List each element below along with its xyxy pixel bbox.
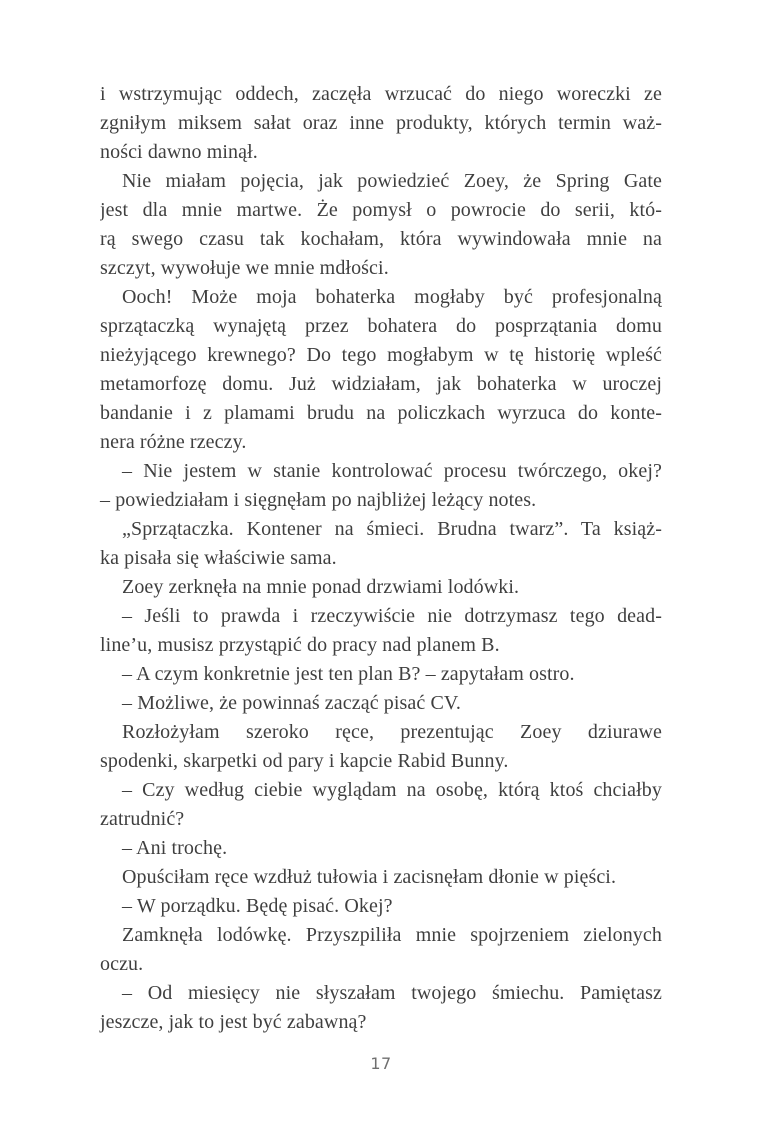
text-line: Nie miałam pojęcia, jak powiedzieć Zoey, że Spring Gate xyxy=(122,170,662,192)
text-line: line’u, musisz przystąpić do pracy nad planem B. xyxy=(100,634,500,656)
text-line: – Jeśli to prawda i rzeczywiście nie dotrzymasz tego dead- xyxy=(122,605,662,627)
text-line: jeszcze, jak to jest być zabawną? xyxy=(100,1011,367,1033)
text-line: oczu. xyxy=(100,953,144,975)
text-line: – A czym konkretnie jest ten plan B? – zapytałam ostro. xyxy=(122,663,575,685)
text-line: rą swego czasu tak kochałam, która wywindowała mnie na xyxy=(100,228,662,250)
text-line: ka pisała się właściwie sama. xyxy=(100,547,337,569)
text-line: Zamknęła lodówkę. Przyszpiliła mnie spojrzeniem zielonych xyxy=(122,924,662,946)
text-line: Opuściłam ręce wzdłuż tułowia i zacisnęłam dłonie w pięści. xyxy=(122,866,617,888)
text-line: jest dla mnie martwe. Że pomysł o powrocie do serii, któ- xyxy=(100,199,662,221)
text-line: i wstrzymując oddech, zaczęła wrzucać do niego woreczki ze xyxy=(100,83,662,105)
text-line: zatrudnić? xyxy=(100,808,185,830)
text-line: – Czy według ciebie wyglądam na osobę, którą ktoś chciałby xyxy=(122,779,662,801)
text-line: nera różne rzeczy. xyxy=(100,431,247,453)
text-line: – Nie jestem w stanie kontrolować procesu twórczego, okej? xyxy=(122,460,662,482)
text-line: spodenki, skarpetki od pary i kapcie Rabid Bunny. xyxy=(100,750,509,772)
text-line: Zoey zerknęła na mnie ponad drzwiami lodówki. xyxy=(122,576,520,598)
text-line: „Sprzątaczka. Kontener na śmieci. Brudna twarz”. Ta książ- xyxy=(122,518,662,540)
text-line: szczyt, wywołuje we mnie mdłości. xyxy=(100,257,389,279)
text-block xyxy=(100,80,662,1037)
text-line: Rozłożyłam szeroko ręce, prezentując Zoey dziurawe xyxy=(122,721,662,743)
text-line: – Możliwe, że powinnaś zacząć pisać CV. xyxy=(122,692,461,714)
text-line: – W porządku. Będę pisać. Okej? xyxy=(122,895,393,917)
text-line: – Od miesięcy nie słyszałam twojego śmiechu. Pamiętasz xyxy=(122,982,662,1004)
text-line: – powiedziałam i sięgnęłam po najbliżej leżący notes. xyxy=(100,489,537,511)
text-line: zgniłym miksem sałat oraz inne produkty, których termin waż- xyxy=(100,112,662,134)
text-line: bandanie i z plamami brudu na policzkach wyrzuca do konte- xyxy=(100,402,662,424)
text-line: Ooch! Może moja bohaterka mogłaby być profesjonalną xyxy=(122,286,662,308)
text-line: nieżyjącego krewnego? Do tego mogłabym w tę historię wpleść xyxy=(100,344,662,366)
text-line: metamorfozę domu. Już widziałam, jak bohaterka w uroczej xyxy=(100,373,662,395)
page-number: 17 xyxy=(370,1054,392,1073)
text-line: ności dawno minął. xyxy=(100,141,258,163)
text-line: sprzątaczką wynajętą przez bohatera do posprzątania domu xyxy=(100,315,662,337)
text-line: – Ani trochę. xyxy=(122,837,228,859)
